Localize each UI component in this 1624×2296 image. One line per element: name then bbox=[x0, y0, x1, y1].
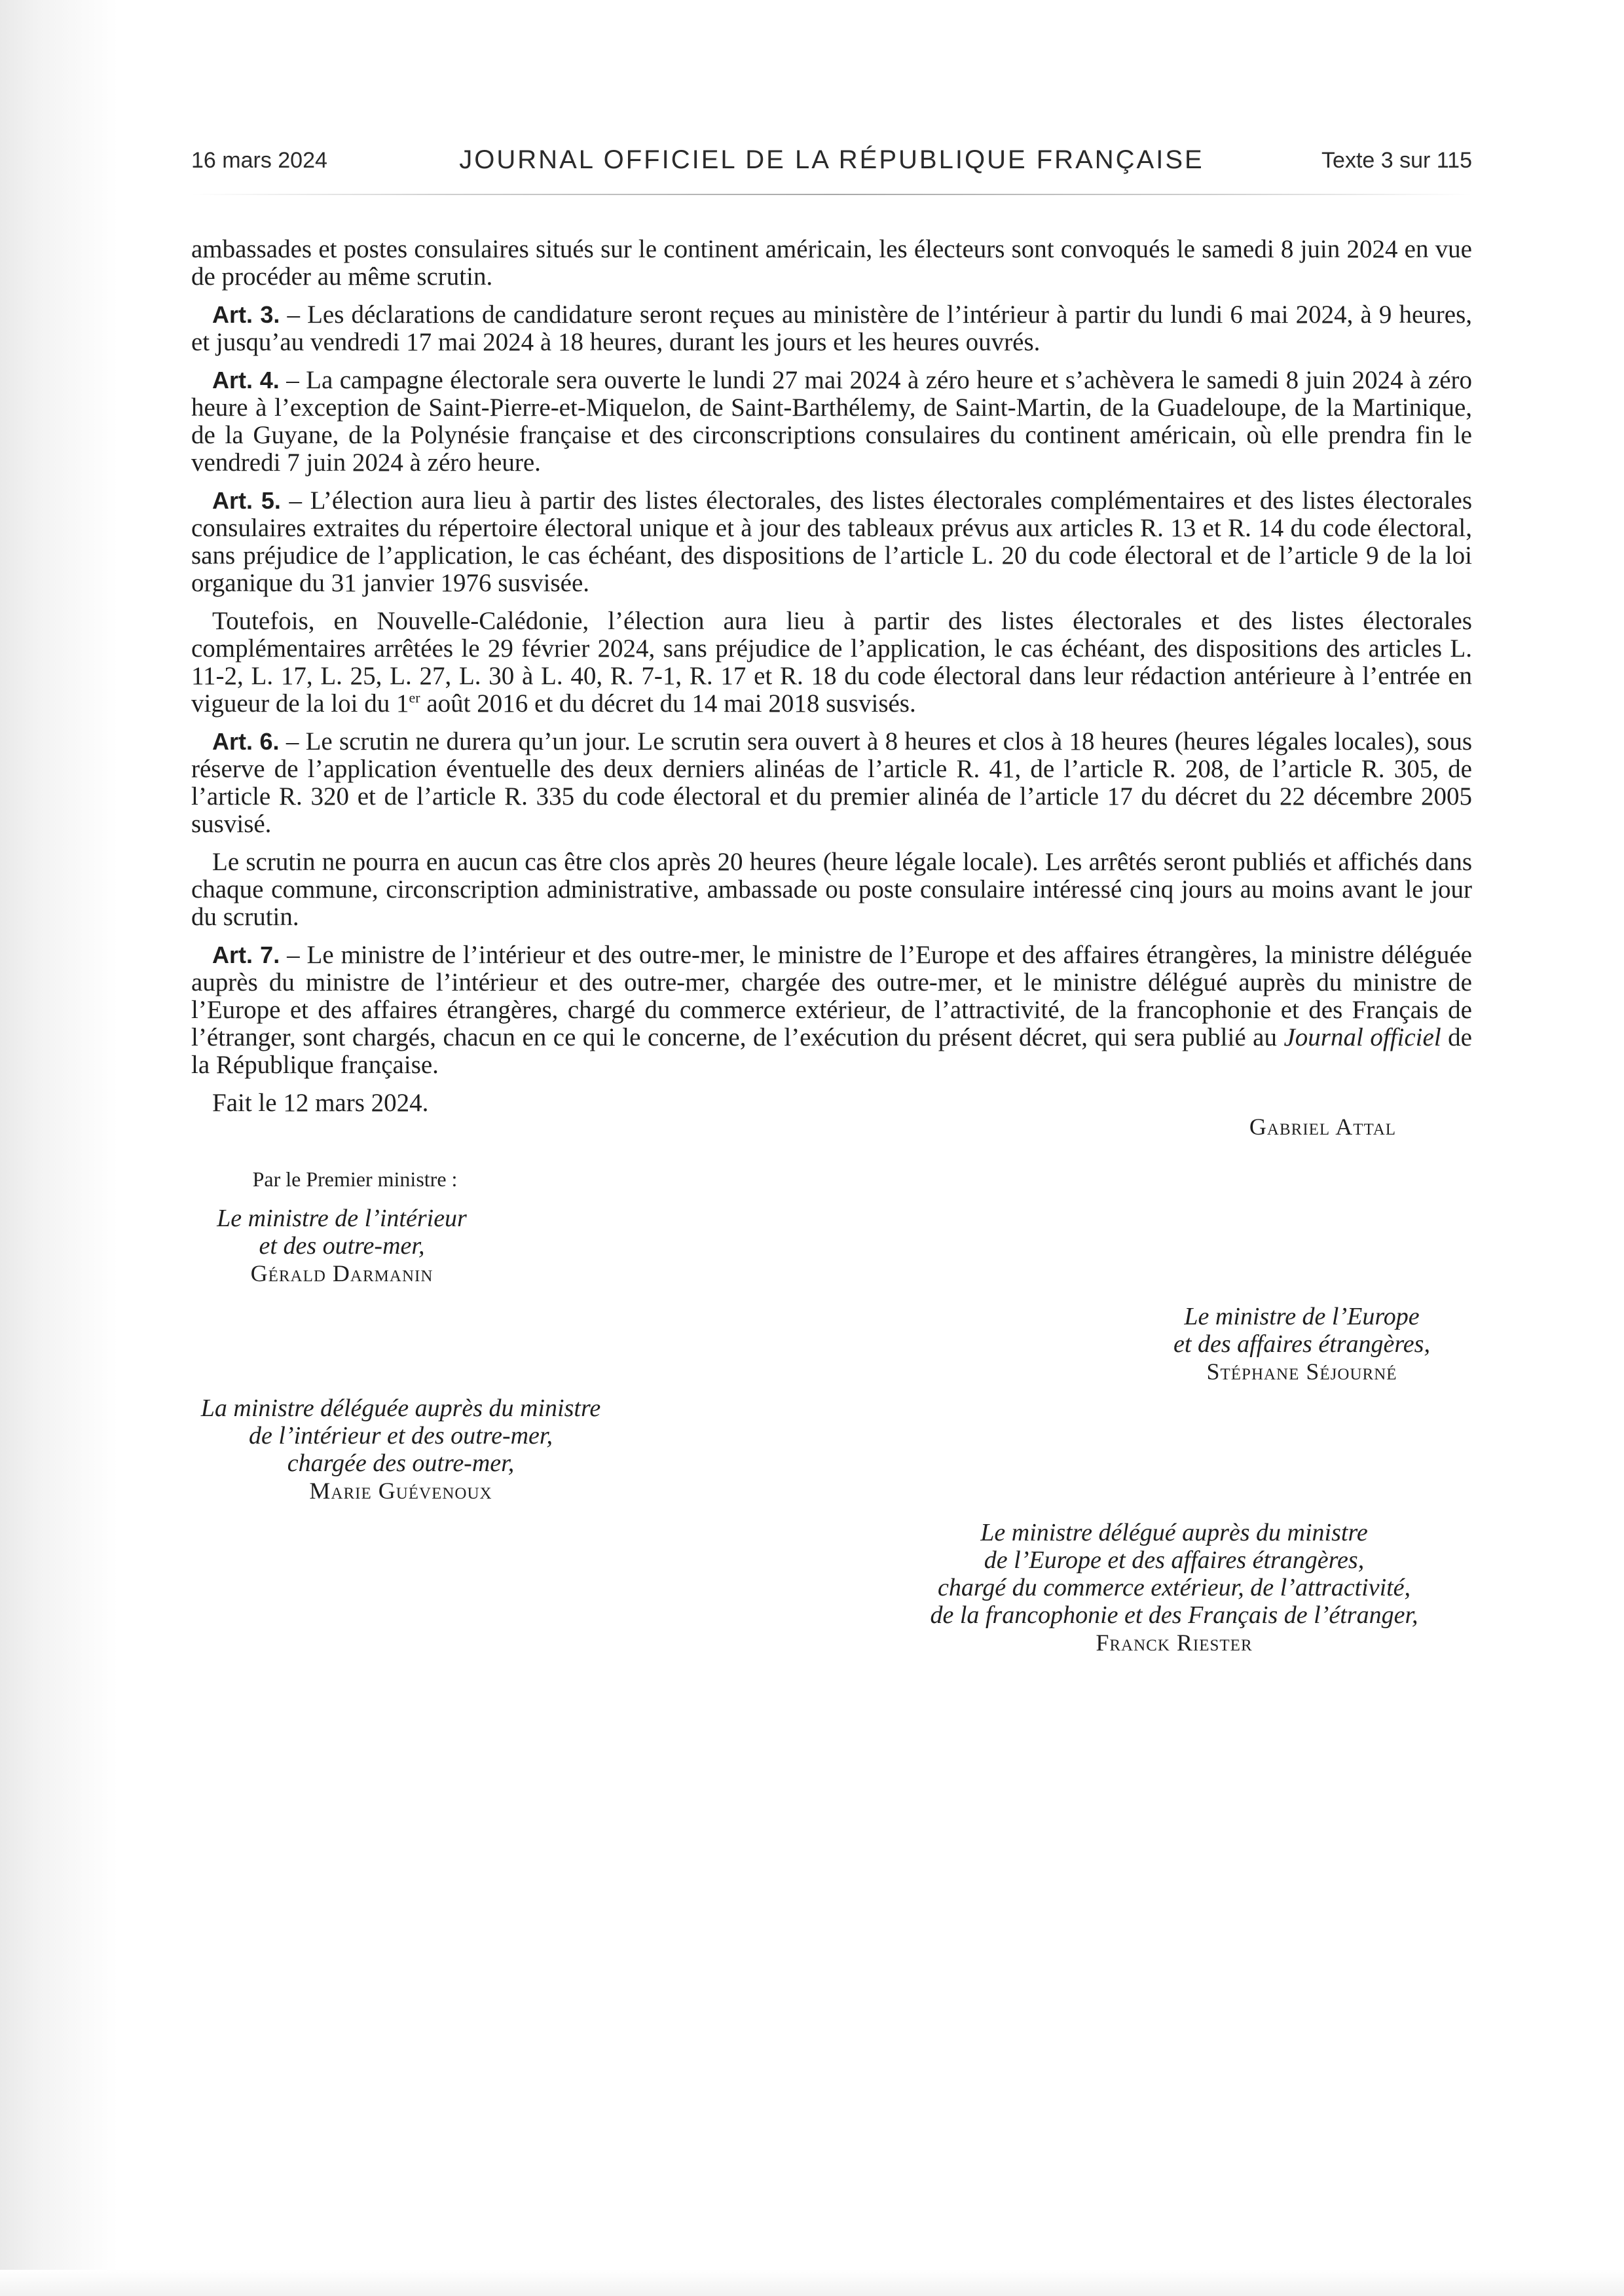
header-divider bbox=[191, 194, 1472, 195]
article-6-text: – Le scrutin ne durera qu’un jour. Le scrutin sera ouvert à 8 heures et clos à 18 heures (heures légales locales), sous réserve de l’application éventuelle des deux derniers alinéas de l’article R. 41, de l’article R. 208, de l’article R. 305, de l’article R. 320 et de l’article R. 335 du code électoral et du premier alinéa de l’article 17 du décret du 22 décembre 2005 susvisé. bbox=[191, 727, 1472, 838]
article-3 bbox=[191, 301, 1472, 356]
commerce-name: Franck Riester bbox=[1096, 1630, 1253, 1656]
signature-europe: Le ministre de l’Europe et des affaires étrangères, Stéphane Séjourné bbox=[1173, 1303, 1430, 1385]
signature-date: Fait le 12 mars 2024. bbox=[212, 1089, 429, 1117]
par-premier-ministre: Par le Premier ministre : bbox=[252, 1167, 458, 1191]
header-text-index: Texte 3 sur 115 bbox=[1321, 148, 1472, 173]
article-5-text: – L’élection aura lieu à partir des listes électorales, des listes électorales complémentaires et des listes électorales consulaires extraites du répertoire électoral unique et à jour des tableaux prévus aux articles R. 13 et R. 14 du code électoral, sans préjudice de l’application, le cas échéant, des dispositions de l’article L. 20 du code électoral et de l’article 9 de la loi organique du 31 janvier 1976 susvisée. bbox=[191, 486, 1473, 597]
signature-prime-minister bbox=[1173, 1113, 1472, 1140]
article-4-label: Art. 4. bbox=[212, 367, 280, 393]
document-body bbox=[191, 236, 1472, 1127]
europe-name: Stéphane Séjourné bbox=[1206, 1358, 1397, 1385]
signature-interieur: Le ministre de l’intérieur et des outre-mer, Gérald Darmanin bbox=[217, 1205, 467, 1286]
interieur-name: Gérald Darmanin bbox=[250, 1260, 434, 1286]
outremer-name: Marie Guévenoux bbox=[309, 1478, 492, 1504]
superscript-er: er bbox=[409, 689, 420, 706]
article-6-label: Art. 6. bbox=[212, 728, 280, 755]
article-3-text: – Les déclarations de candidature seront reçues au ministère de l’intérieur à partir du lundi 6 mai 2024, à 9 heures, et jusqu’au vendredi 17 mai 2024 à 18 heures, durant les jours et les heures ouvrés. bbox=[191, 301, 1472, 356]
signature-outremer: La ministre déléguée auprès du ministre de l’intérieur et des outre-mer, chargée des outre-mer, Marie Guévenoux bbox=[200, 1394, 601, 1504]
article-3-label: Art. 3. bbox=[212, 301, 280, 328]
article-7: Art. 7. – Le ministre de l’intérieur et des outre-mer, le ministre de l’Europe et des affaires étrangères, la ministre déléguée auprès du ministre de l’intérieur et des outre-mer, chargée des outre-mer, et le ministre délégué auprès du ministre de l’Europe et des affaires étrangères, chargé du commerce extérieur, de l’attractivité, de la francophonie et des Français de l’étranger, sont chargés, chacun en ce qui le concerne, de l’exécution du présent décret, qui sera publié au Journal officiel de la République française. bbox=[191, 941, 1472, 1079]
pm-name: Gabriel Attal bbox=[1249, 1114, 1397, 1140]
article-4-text: – La campagne électorale sera ouverte le lundi 27 mai 2024 à zéro heure et s’achèvera le samedi 8 juin 2024 à zéro heure à l’exception de Saint-Pierre-et-Miquelon, de Saint-Barthélemy, de Saint-Martin, de la Guadeloupe, de la Martinique, de la Guyane, de la Polynésie française et des circonscriptions consulaires du continent américain, où elle prendra fin le vendredi 7 juin 2024 à zéro heure. bbox=[191, 366, 1472, 477]
scan-shadow-bottom bbox=[0, 2270, 1624, 2296]
article-5-paragraph-2: Toutefois, en Nouvelle-Calédonie, l’élection aura lieu à partir des listes électorales et des listes électorales complémentaires arrêtées le 29 février 2024, sans préjudice de l’application, le cas échéant, des dispositions des articles L. 11-2, L. 17, L. 25, L. 27, L. 30 à L. 40, R. 7-1, R. 17 et R. 18 du code électoral dans leur rédaction antérieure à l’entrée en vigueur de la loi du 1er août 2016 et du décret du 14 mai 2018 susvisés. bbox=[191, 607, 1472, 718]
article-4 bbox=[191, 367, 1472, 477]
header-date: 16 mars 2024 bbox=[191, 148, 327, 173]
article-5-label: Art. 5. bbox=[212, 487, 281, 514]
journal-officiel-italic: Journal officiel bbox=[1283, 1023, 1441, 1051]
article-7-label: Art. 7. bbox=[212, 941, 280, 968]
article-6-paragraph-2: Le scrutin ne pourra en aucun cas être clos après 20 heures (heure légale locale). Les arrêtés seront publiés et affichés dans chaque commune, circonscription administrative, ambassade ou poste consulaire intéressé cinq jours au moins avant le jour du scrutin. bbox=[191, 848, 1472, 931]
header-journal-title: JOURNAL OFFICIEL DE LA RÉPUBLIQUE FRANÇAISE bbox=[459, 145, 1204, 174]
scan-shadow-left bbox=[0, 0, 118, 2296]
signature-commerce: Le ministre délégué auprès du ministre de l’Europe et des affaires étrangères, chargé du commerce extérieur, de l’attractivité, de la francophonie et des Français de l’étranger, Franck Riester bbox=[930, 1519, 1418, 1656]
article-5 bbox=[191, 487, 1472, 597]
paragraph-continued: ambassades et postes consulaires situés sur le continent américain, les électeurs sont convoqués le samedi 8 juin 2024 en vue de procéder au même scrutin. bbox=[191, 235, 1472, 291]
page-header bbox=[191, 145, 1472, 187]
article-6 bbox=[191, 728, 1472, 838]
